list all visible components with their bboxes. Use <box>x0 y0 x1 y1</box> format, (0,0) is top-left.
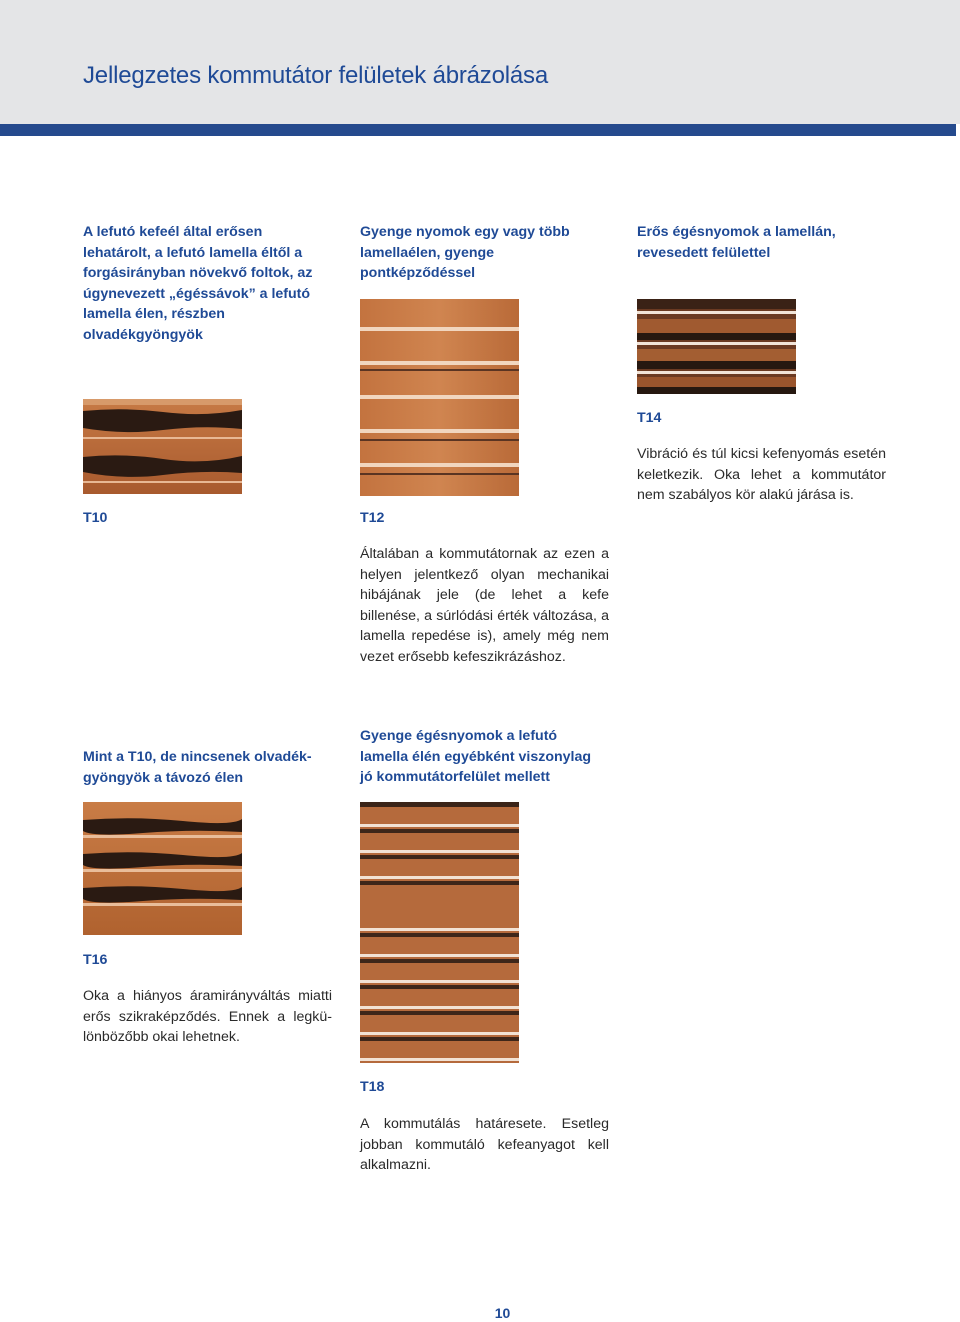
t12-description: Általában a kommutátornak az ezen a helyen jelentkező olyan mechanikai hibájának jele (de lehet a kefe billenése, a súrlódási érték változása, a lamella repedése is), amely még nem vezet erősebb kefeszikrázáshoz. <box>360 546 609 665</box>
t18-caption <box>360 726 620 788</box>
t12-caption <box>360 222 610 284</box>
t16-description: Oka a hiányos áramirányváltás miatti erős szikraképződés. Ennek a legkü-lönbözőbb okai lehetnek. <box>83 988 332 1045</box>
t12-photo <box>360 299 519 496</box>
caption-line: forgásirányban növekvő foltok, az <box>83 265 313 281</box>
t10-photo <box>83 399 242 494</box>
t18-description: A kommutálás határesete. Esetleg jobban kommutáló kefeanyagot kell alkalmazni. <box>360 1116 609 1173</box>
t10-caption <box>83 222 333 345</box>
t14-label: T14 <box>637 410 662 426</box>
t14-description: Vibráció és túl kicsi kefenyomás esetén keletkezik. Oka lehet a kommutátor nem szabályos kör alakú járása is. <box>637 446 886 503</box>
page-number: 10 <box>494 1305 511 1321</box>
t16-photo <box>83 802 242 935</box>
t16-label: T16 <box>83 952 108 968</box>
t16-caption <box>83 747 343 788</box>
t18-photo <box>360 802 519 1063</box>
t10-label: T10 <box>83 510 108 526</box>
t14-caption <box>637 222 897 263</box>
caption-line: gyöngyök a távozó élen <box>83 769 244 786</box>
caption-line: Mint a T10, de nincsenek olvadék- <box>83 749 312 765</box>
caption-line: pontképződéssel <box>360 265 476 281</box>
caption-line: lamella élen, részben <box>83 306 225 322</box>
caption-line: lamella élén egyébként viszonylag <box>360 748 592 765</box>
page-title: Jellegzetes kommutátor felületek ábrázolása <box>83 62 548 89</box>
caption-line: lamellaélen, gyenge <box>360 244 495 261</box>
t14-photo <box>637 299 796 394</box>
caption-line: jó kommutátorfelület mellett <box>360 769 550 785</box>
caption-line: Gyenge égésnyomok a lefutó <box>360 728 558 744</box>
caption-line: úgynevezett „égéssávok” a lefutó <box>83 285 311 302</box>
caption-line: A lefutó kefeél által erősen <box>83 224 263 240</box>
caption-line: olvadékgyöngyök <box>83 326 203 343</box>
caption-line: Erős égésnyomok a lamellán, <box>637 224 836 240</box>
header-rule <box>0 124 956 136</box>
caption-line: Gyenge nyomok egy vagy több <box>360 224 570 240</box>
t12-label: T12 <box>360 510 385 526</box>
caption-line: revesedett felülettel <box>637 244 771 261</box>
caption-line: lehatárolt, a lefutó lamella éltől a <box>83 244 303 261</box>
t18-label: T18 <box>360 1079 385 1095</box>
